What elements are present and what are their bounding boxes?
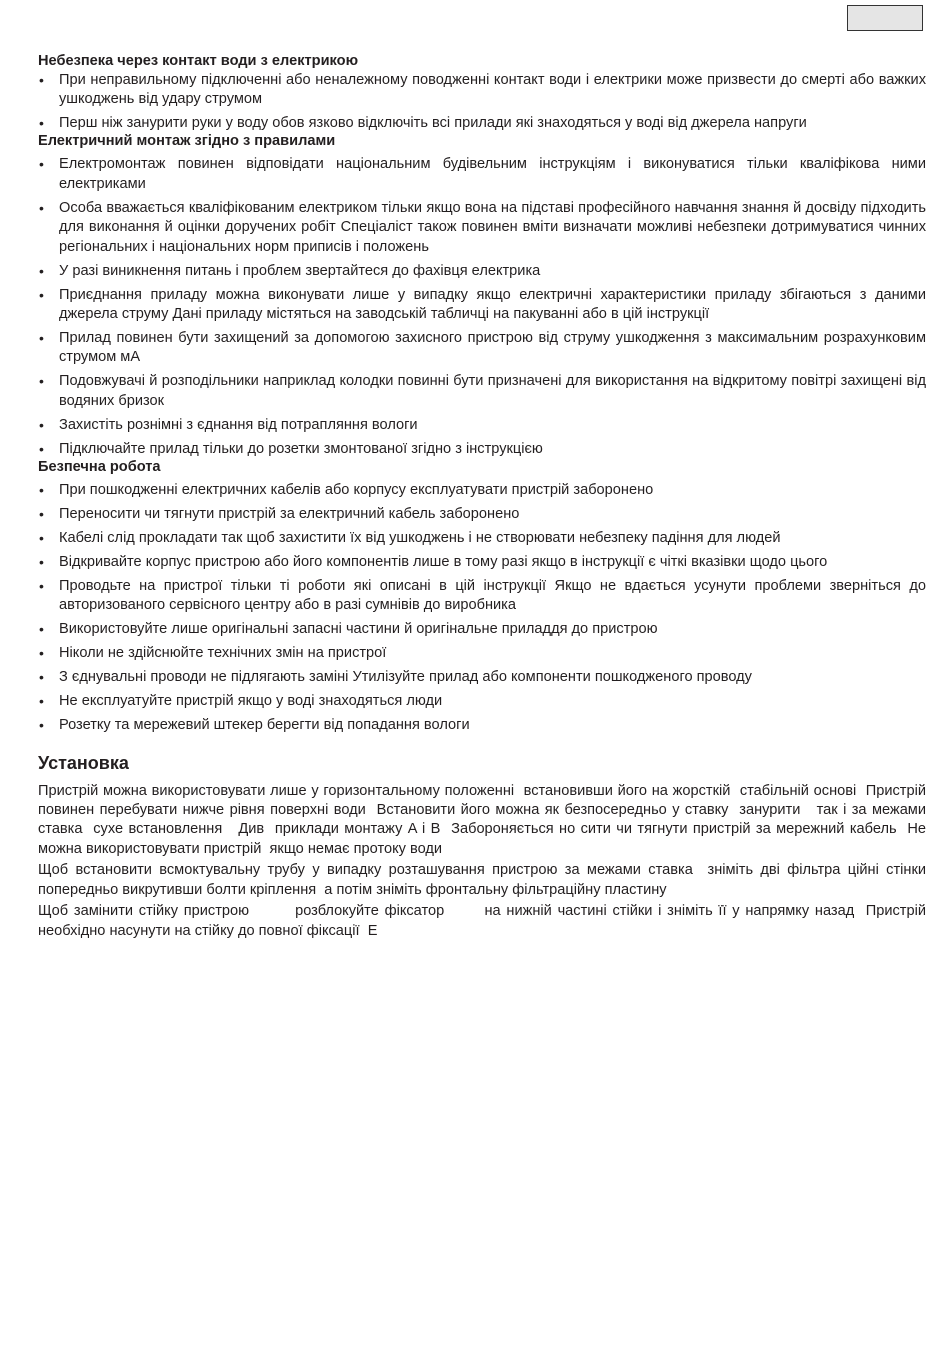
list-item: • Проводьте на пристрої тільки ті роботи які описані в цій інструкції Якщо не вдається усунути проблеми зверніться до авторизованого сервісного центру або в разі сумнівів до виробника (38, 577, 926, 616)
list-item: • При неправильному підключенні або неналежному поводженні контакт води і електрики може призвести до смерті або важких ушкоджень від удару струмом (38, 71, 926, 110)
list-item: • Приєднання приладу можна виконувати лише у випадку якщо електричні характеристики приладу збігаються з даними джерела струму Дані приладу містяться на заводській табличці на пакуванні або в цій інструкції (38, 286, 926, 325)
section-title-electrical-installation: Електричний монтаж згідно з правилами (38, 133, 336, 150)
list-item: • Ніколи не здійснюйте технічних змін на пристрої (38, 644, 926, 663)
installation-paragraph: Щоб встановити всмоктувальну трубу у випадку розташування пристрою за межами ставка зніміть дві фільтра ційні стінки попередньо викрутивши болти кріплення а потім зніміть фронтальну фільтраційну пластину (38, 862, 935, 898)
section-title-installation: Установка (38, 752, 129, 773)
list-item: • Не експлуатуйте пристрій якщо у воді знаходяться люди (38, 692, 926, 711)
list-item: • Перш ніж занурити руки у воду обов язково відключіть всі прилади які знаходяться у воді від джерела напруги (38, 114, 926, 133)
bullet-list-safe-operation (38, 481, 926, 736)
list-item: • Електромонтаж повинен відповідати національним будівельним інструкціям і виконуватися тільки кваліфікова ними електриками (38, 155, 926, 194)
list-item: • Особа вважається кваліфікованим електриком тільки якщо вона на підставі професійного навчання знання й досвіду підходить для виконання й оцінки доручених робіт Спеціаліст також повинен вміти визначати можливі небезпеки дотримуватися чинних регіональних і національних норм приписів і положень (38, 199, 926, 257)
list-item: • Розетку та мережевий штекер берегти від попадання вологи (38, 716, 926, 735)
list-item: • Відкривайте корпус пристрою або його компонентів лише в тому разі якщо в інструкції є чіткі вказівки щодо цього (38, 553, 926, 572)
list-item: • З єднувальні проводи не підлягають заміні Утилізуйте прилад або компоненти пошкодженого проводу (38, 668, 926, 687)
section-title-safe-operation: Безпечна робота (38, 458, 161, 475)
list-item: • Захистіть рознімні з єднання від потрапляння вологи (38, 416, 926, 435)
language-tab-box (847, 5, 923, 31)
list-item: • У разі виникнення питань і проблем звертайтеся до фахівця електрика (38, 262, 926, 281)
list-item: • Подовжувачі й розподільники наприклад колодки повинні бути призначені для використання на відкритому повітрі захищені від водяних бризок (38, 372, 926, 411)
list-item: • Використовуйте лише оригінальні запасні частини й оригінальне приладдя до пристрою (38, 620, 926, 639)
list-item: • Переносити чи тягнути пристрій за електричний кабель заборонено (38, 505, 926, 524)
list-item: • Підключайте прилад тільки до розетки змонтованої згідно з інструкцією (38, 440, 926, 459)
bullet-list-electrical-installation (38, 155, 926, 459)
installation-paragraph: Щоб замінити стійку пристрою розблокуйте фіксатор на нижній частині стійки і зніміть її у напрямку назад Пристрій необхідно насунути на стійку до повної фіксації E (38, 903, 931, 939)
list-item: • При пошкодженні електричних кабелів або корпусу експлуатувати пристрій заборонено (38, 481, 926, 500)
installation-paragraph: Пристрій можна використовувати лише у горизонтальному положенні встановивши його на жорсткій стабільній основі Пристрій повинен перебувати нижче рівня поверхні води Встановити його можна як безпосередньо у ставку занурити так і за межами ставка сухе встановлення Див приклади монтажу A і B Забороняється но сити чи тягнути пристрій за мережний кабель Не можна використовувати пристрій якщо немає протоку води (38, 782, 931, 857)
document-body (38, 52, 935, 943)
section-title-water-electricity: Небезпека через контакт води з електрикою (38, 53, 359, 69)
list-item: • Прилад повинен бути захищений за допомогою захисного пристрою від струму ушкодження з максимальним розрахунковим струмом мА (38, 329, 926, 368)
list-item: • Кабелі слід прокладати так щоб захистити їх від ушкоджень і не створювати небезпеку падіння для людей (38, 529, 926, 548)
bullet-list-water-electricity (38, 71, 926, 134)
